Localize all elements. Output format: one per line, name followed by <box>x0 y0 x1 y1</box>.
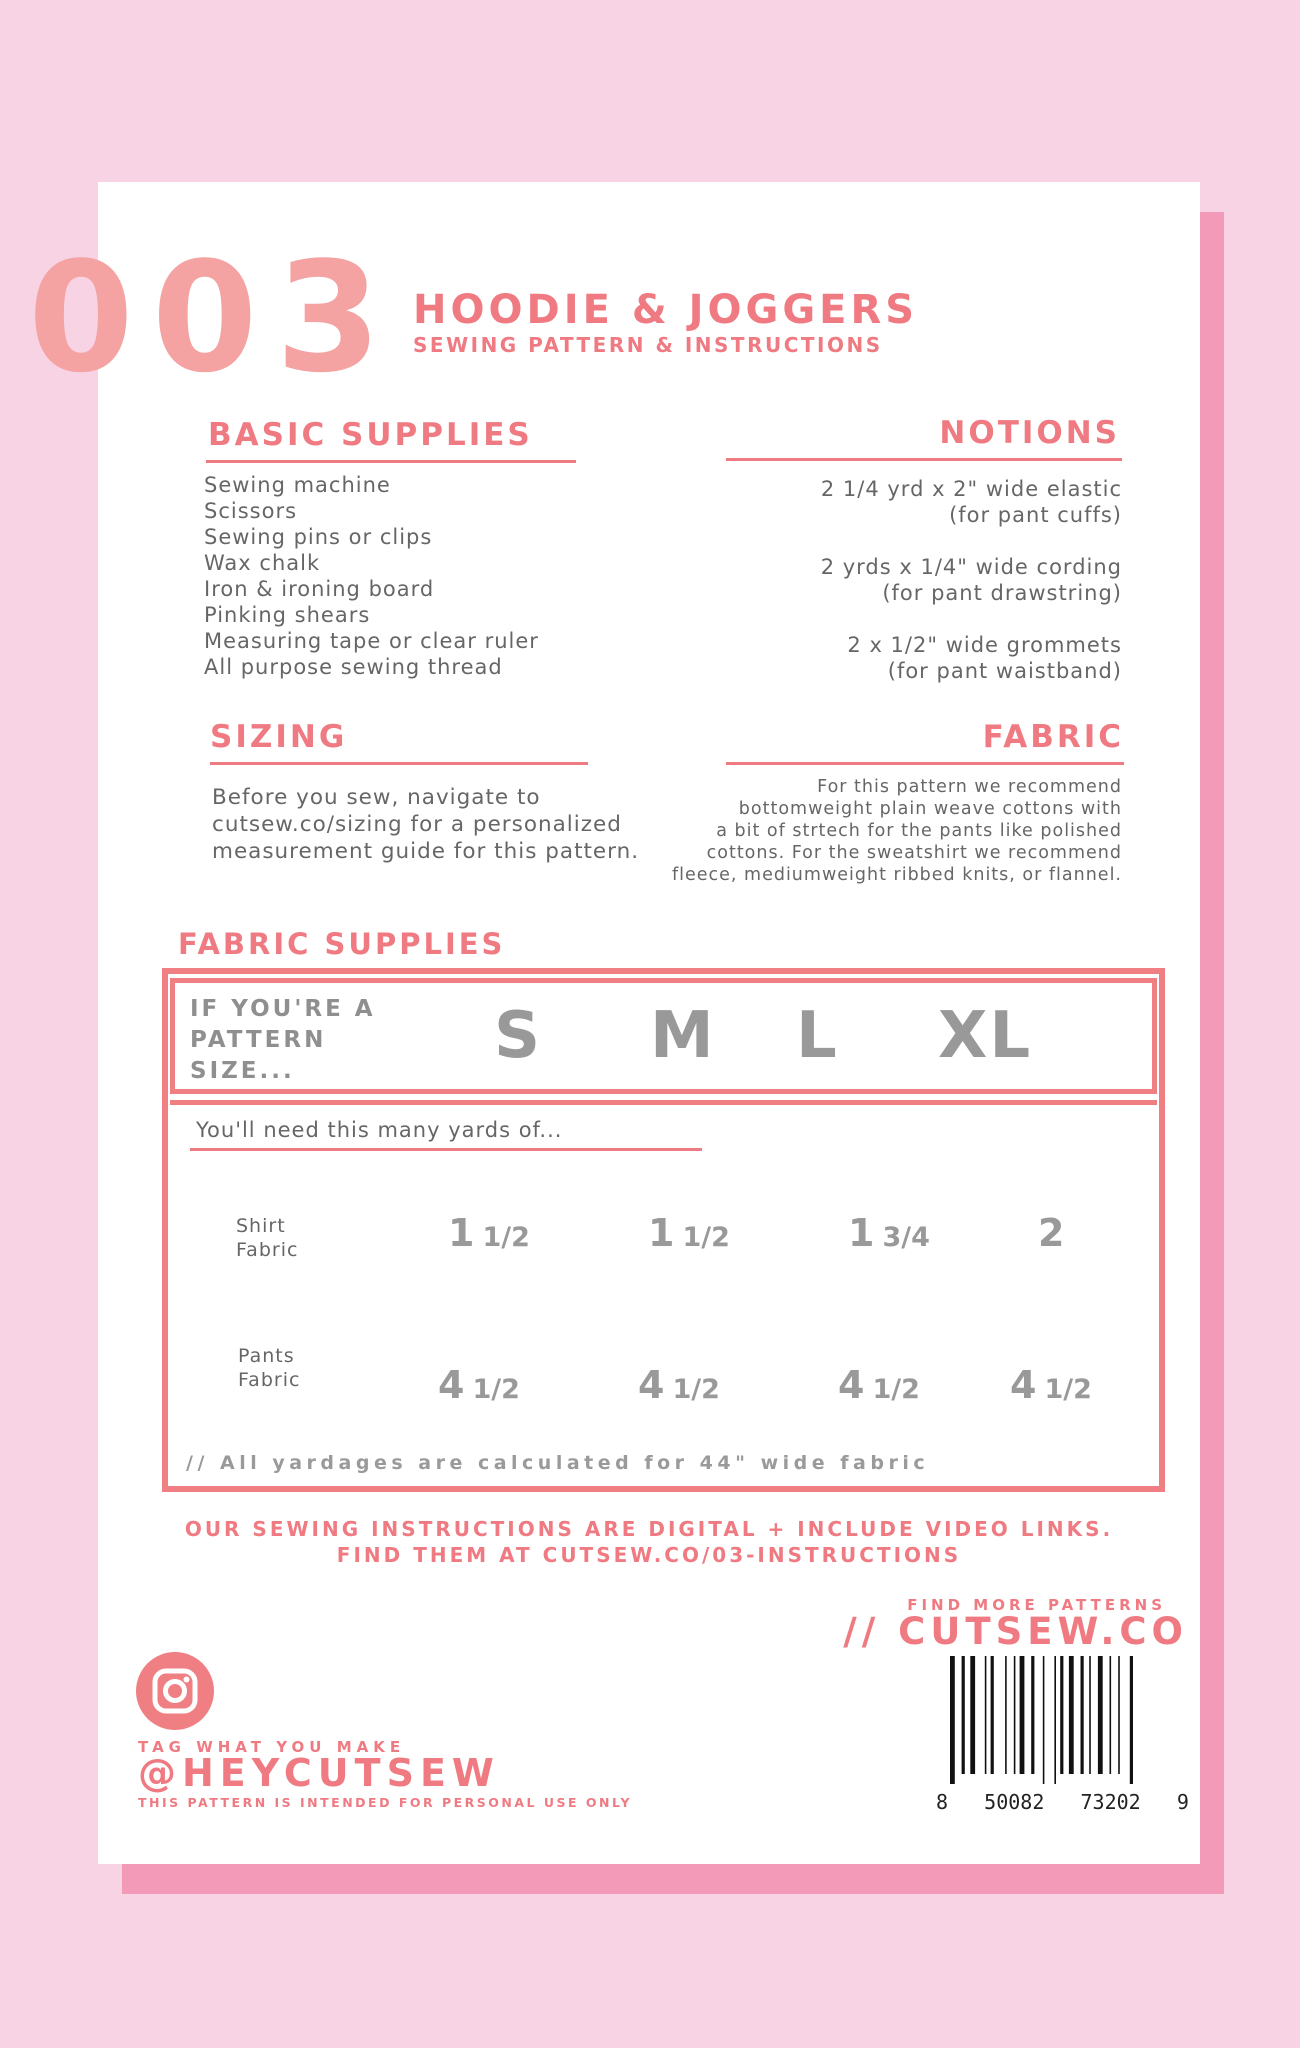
barcode-bar <box>1118 1656 1120 1774</box>
supply-item: Scissors <box>204 499 298 523</box>
pants-qty-s: 4 1/2 <box>438 1363 520 1407</box>
instagram-handle[interactable]: @HEYCUTSEW <box>138 1751 500 1795</box>
notion-item <box>821 476 1122 528</box>
pattern-title: HOODIE & JOGGERS <box>413 287 919 333</box>
barcode-bar <box>1060 1656 1063 1774</box>
shirt-qty-xl: 2 <box>1038 1211 1065 1255</box>
instagram-icon[interactable] <box>136 1652 214 1730</box>
tag-what-you-make: TAG WHAT YOU MAKE <box>138 1738 406 1756</box>
shirt-fabric-label <box>236 1214 298 1262</box>
instructions-line-2: FIND THEM AT CUTSEW.CO/03-INSTRUCTIONS <box>336 1543 962 1567</box>
barcode-bar <box>1020 1656 1025 1774</box>
notion-line: 2 x 1/2" wide grommets <box>847 633 1122 657</box>
barcode-bar <box>1014 1656 1016 1774</box>
barcode-bar <box>970 1656 975 1774</box>
supply-item: Measuring tape or clear ruler <box>204 629 539 653</box>
pants-qty-xl: 4 1/2 <box>1010 1363 1092 1407</box>
supply-item: Iron & ironing board <box>204 577 435 601</box>
barcode-bar <box>1110 1656 1112 1774</box>
size-m: M <box>650 999 716 1073</box>
row-label-line: Pants <box>238 1345 295 1367</box>
size-prompt-line: PATTERN <box>190 1027 327 1053</box>
find-more-patterns: FIND MORE PATTERNS <box>907 1596 1166 1614</box>
supply-item: Sewing pins or clips <box>204 525 433 549</box>
barcode-bar <box>1031 1656 1034 1774</box>
fabric-line: For this pattern we recommend <box>817 777 1122 797</box>
size-prompt-line: IF YOU'RE A <box>190 996 376 1022</box>
notion-line: (for pant drawstring) <box>882 581 1122 605</box>
sizing-text <box>212 784 639 865</box>
barcode-bar <box>991 1656 994 1774</box>
yardage-note: // All yardages are calculated for 44" wide fabric <box>186 1452 930 1474</box>
barcode-bar <box>950 1656 955 1784</box>
sizing-line: Before you sew, navigate to <box>212 785 541 810</box>
notions-rule <box>726 458 1122 461</box>
fabric-line: bottomweight plain weave cottons with <box>738 799 1122 819</box>
fabric-line: cottons. For the sweatshirt we recommend <box>706 843 1122 863</box>
notion-line: 2 1/4 yrd x 2" wide elastic <box>820 477 1122 501</box>
size-xl: XL <box>938 999 1033 1073</box>
notions-list <box>821 476 1122 684</box>
pants-qty-m: 4 1/2 <box>638 1363 720 1407</box>
row-label-line: Shirt <box>236 1215 286 1237</box>
barcode-bar <box>1130 1656 1133 1784</box>
row-label-line: Fabric <box>236 1239 299 1261</box>
fabric-line: fleece, mediumweight ribbed knits, or flannel. <box>671 865 1122 885</box>
supply-item: Wax chalk <box>204 551 321 575</box>
barcode-bar <box>1043 1656 1045 1784</box>
fabric-line: a bit of strtech for the pants like polished <box>716 821 1122 841</box>
barcode-bar <box>1054 1656 1056 1784</box>
sizing-line: cutsew.co/sizing for a personalized <box>212 812 622 837</box>
site-link[interactable]: // CUTSEW.CO <box>843 1610 1188 1653</box>
size-s: S <box>494 999 543 1073</box>
supply-item: Pinking shears <box>204 603 371 627</box>
fabric-text <box>672 776 1122 886</box>
size-l: L <box>796 999 839 1073</box>
barcode-bar <box>1069 1656 1074 1774</box>
shirt-qty-l: 1 3/4 <box>848 1211 930 1255</box>
barcode-bar <box>962 1656 965 1774</box>
fabric-rule <box>726 762 1124 765</box>
pants-fabric-label <box>238 1344 300 1392</box>
pattern-number: 003 <box>28 229 400 406</box>
yards-needed-label: You'll need this many yards of... <box>196 1118 563 1142</box>
notions-heading: NOTIONS <box>939 415 1120 451</box>
barcode-bar <box>1081 1656 1084 1774</box>
notion-item <box>821 554 1122 606</box>
barcode-digits: 8 50082 73202 9 <box>936 1790 1189 1814</box>
notion-line: (for pant cuffs) <box>949 503 1122 527</box>
barcode-bar <box>1005 1656 1007 1774</box>
fabric-heading: FABRIC <box>982 719 1124 755</box>
sizing-line: measurement guide for this pattern. <box>212 839 640 864</box>
supply-item: All purpose sewing thread <box>204 655 503 679</box>
size-prompt-line: SIZE... <box>190 1058 295 1084</box>
shirt-qty-s: 1 1/2 <box>448 1211 530 1255</box>
table-divider <box>170 1100 1157 1105</box>
notion-line: (for pant waistband) <box>887 659 1122 683</box>
pattern-subtitle: SEWING PATTERN & INSTRUCTIONS <box>413 333 883 357</box>
shirt-qty-m: 1 1/2 <box>648 1211 730 1255</box>
instructions-line-1: OUR SEWING INSTRUCTIONS ARE DIGITAL + INCLUDE VIDEO LINKS. <box>184 1517 1114 1541</box>
barcode-bar <box>985 1656 987 1774</box>
barcode-bar <box>1098 1656 1103 1774</box>
barcode-bar <box>1089 1656 1091 1774</box>
pattern-card <box>28 182 1200 1864</box>
basic-supplies-rule <box>206 460 576 463</box>
row-label-line: Fabric <box>238 1369 301 1391</box>
personal-use-notice: THIS PATTERN IS INTENDED FOR PERSONAL USE ONLY <box>138 1795 633 1810</box>
size-prompt <box>190 994 376 1087</box>
sizing-rule <box>210 762 588 765</box>
notion-line: 2 yrds x 1/4" wide cording <box>820 555 1122 579</box>
fabric-supplies-heading: FABRIC SUPPLIES <box>178 927 506 961</box>
supply-item: Sewing machine <box>204 473 391 497</box>
basic-supplies-list <box>204 472 539 680</box>
pants-qty-l: 4 1/2 <box>838 1363 920 1407</box>
sizing-heading: SIZING <box>210 719 348 755</box>
barcode-icon <box>950 1656 1156 1784</box>
yards-needed-rule <box>190 1148 702 1151</box>
notion-item <box>821 632 1122 684</box>
basic-supplies-heading: BASIC SUPPLIES <box>208 417 533 453</box>
